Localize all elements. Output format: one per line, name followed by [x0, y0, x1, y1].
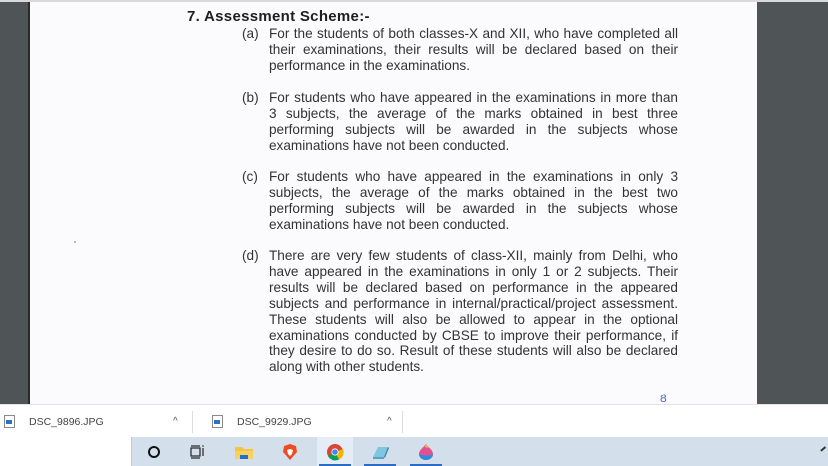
image-file-icon: [212, 415, 223, 428]
download-filename: DSC_9896.JPG: [29, 415, 104, 428]
item-label: (c): [242, 169, 258, 184]
notepad-icon: [370, 444, 390, 460]
item-text: For students who have appeared in the examinations in more than 3 subjects, the average of the marks obtained in best three performing subjects will be awarded in the subjects whose examinations have not been conducted.: [269, 90, 678, 153]
brave-browser-button[interactable]: [272, 437, 308, 466]
paint-3d-button[interactable]: [408, 437, 444, 466]
item-text: For students who have appeared in the examinations in only 3 subjects, the average of the marks obtained in the best two performing subjects will be awarded in the subjects whose examinations have not been conducted.: [269, 169, 678, 232]
image-file-icon: [4, 415, 15, 428]
downloads-bar: [0, 404, 828, 438]
divider: [192, 411, 193, 433]
windows-taskbar: [0, 437, 828, 466]
chrome-button[interactable]: [317, 437, 353, 466]
paint-drop-icon: [417, 443, 435, 461]
item-text: For the students of both classes-X and XII, who have completed all their examinations, their results will be declared based on their performance in the examinations.: [269, 26, 678, 73]
taskbar-search-box[interactable]: [0, 437, 132, 466]
page-mark: Ȣ: [660, 393, 667, 404]
chrome-icon: [326, 443, 344, 461]
list-item-a: [242, 26, 678, 74]
system-tray-arrow-icon[interactable]: [820, 446, 826, 451]
notepad-button[interactable]: [362, 437, 398, 466]
download-filename: DSC_9929.JPG: [237, 415, 312, 428]
item-text: There are very few students of class-XII, mainly from Delhi, who have appeared in the examinations in only 1 or 2 subjects. Their results will be declared based on performance in the appeared subjects and performance in internal/practical/project assessment. These students will also be allowed to appear in the optional examinations conducted by CBSE to improve their performance, if they desire to do so. Result of these students will also be declared along with other students.: [269, 248, 678, 375]
chevron-up-icon[interactable]: ^: [387, 416, 392, 427]
cortana-circle-icon: [147, 445, 161, 459]
task-view-icon: [190, 445, 206, 459]
list-item-c: [242, 169, 678, 233]
item-label: (a): [242, 26, 259, 41]
file-explorer-button[interactable]: [226, 437, 262, 466]
download-item-1[interactable]: [4, 405, 178, 438]
divider: [402, 411, 403, 433]
scan-speck: [74, 241, 76, 243]
list-item-b: [242, 90, 678, 154]
list-item-d: [242, 248, 678, 375]
folder-icon: [234, 444, 254, 460]
download-item-2[interactable]: [212, 405, 392, 438]
section-heading: 7. Assessment Scheme:-: [187, 8, 370, 25]
brave-lion-icon: [281, 443, 299, 461]
item-label: (b): [242, 90, 259, 105]
item-label: (d): [242, 248, 259, 263]
chevron-up-icon[interactable]: ^: [173, 416, 178, 427]
task-view-button[interactable]: [180, 437, 216, 466]
cortana-button[interactable]: [136, 437, 172, 466]
document-page: [28, 2, 757, 404]
